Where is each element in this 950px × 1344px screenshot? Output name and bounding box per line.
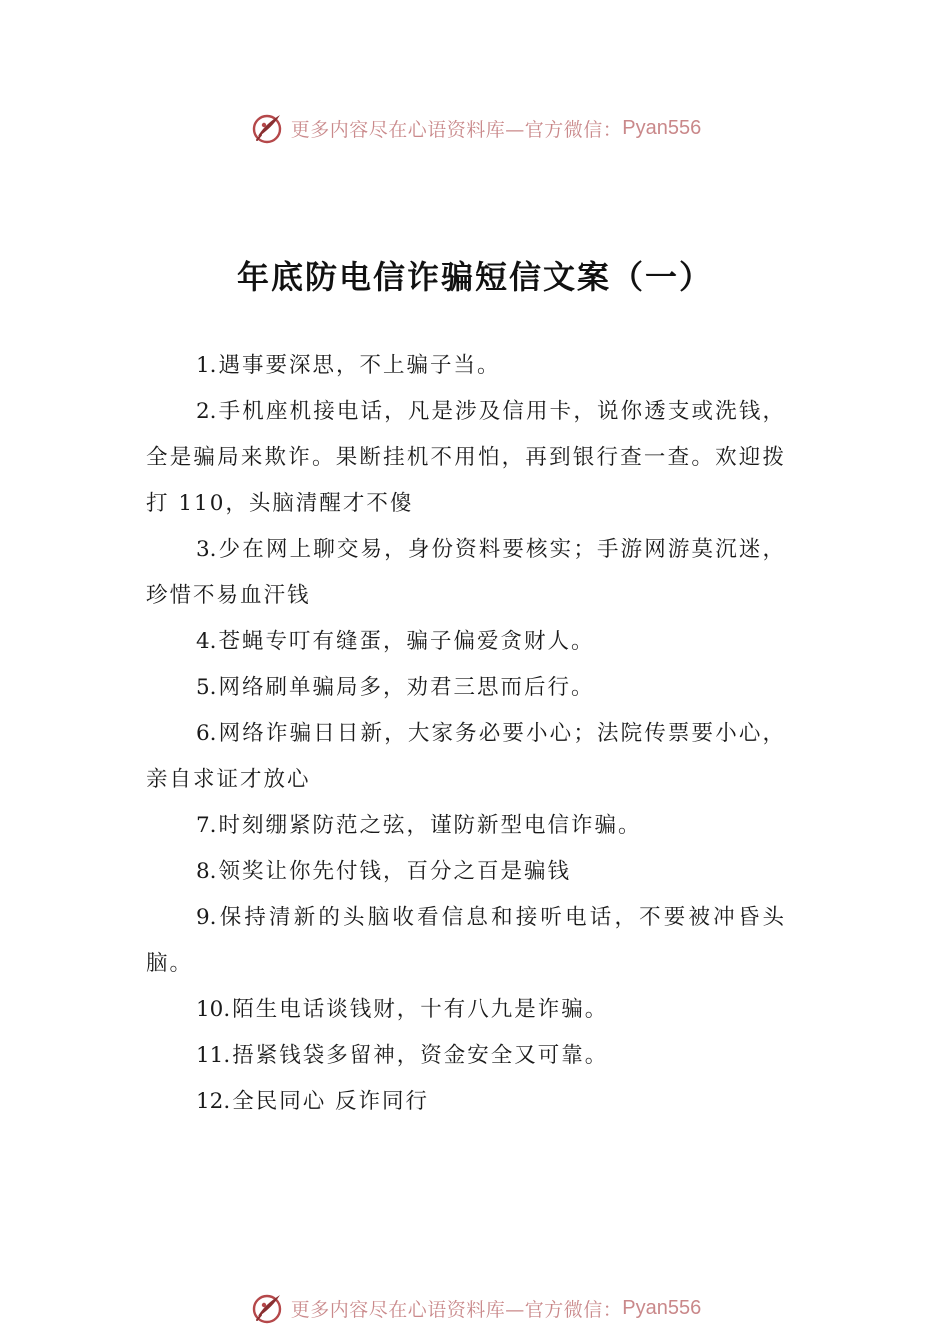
- list-item: [146, 849, 786, 895]
- item-text: 苍蝇专叮有缝蛋，骗子偏爱贪财人。: [218, 629, 595, 654]
- item-number: 11.: [196, 1043, 231, 1068]
- header-banner: [0, 108, 950, 148]
- item-number: 6.: [196, 721, 217, 746]
- list-item: [146, 665, 786, 711]
- item-text: 领奖让你先付钱，百分之百是骗钱: [218, 859, 572, 884]
- item-number: 7.: [196, 813, 217, 838]
- banner-text: 更多内容尽在心语资料库—官方微信：: [290, 1298, 623, 1321]
- item-number: 9.: [196, 905, 217, 930]
- document-body: [146, 343, 786, 1125]
- item-text: 少在网上聊交易，身份资料要核实；手游网游莫沉迷，珍惜不易血汗钱: [146, 537, 786, 608]
- item-number: 10.: [196, 997, 231, 1022]
- item-number: 12.: [196, 1089, 231, 1114]
- item-number: 3.: [196, 537, 217, 562]
- list-item: [146, 343, 786, 389]
- banner-text: 更多内容尽在心语资料库—官方微信：: [290, 118, 623, 141]
- item-text: 网络刷单骗局多，劝君三思而后行。: [218, 675, 595, 700]
- list-item: [146, 619, 786, 665]
- item-number: 1.: [196, 353, 217, 378]
- quill-logo-icon: [249, 110, 285, 146]
- wechat-id: Pyan556: [622, 116, 702, 139]
- list-item: [146, 527, 786, 619]
- item-number: 8.: [196, 859, 217, 884]
- quill-logo-icon: [249, 1290, 285, 1326]
- list-item: [146, 1079, 786, 1125]
- item-number: 5.: [196, 675, 217, 700]
- item-text: 捂紧钱袋多留神，资金安全又可靠。: [232, 1043, 609, 1068]
- item-number: 2.: [196, 399, 217, 424]
- footer-banner: [0, 1288, 950, 1328]
- item-text: 陌生电话谈钱财，十有八九是诈骗。: [232, 997, 609, 1022]
- item-text: 遇事要深思，不上骗子当。: [218, 353, 501, 378]
- wechat-id: Pyan556: [622, 1296, 702, 1319]
- list-item: [146, 803, 786, 849]
- list-item: [146, 987, 786, 1033]
- list-item: [146, 389, 786, 527]
- list-item: [146, 895, 786, 987]
- list-item: [146, 711, 786, 803]
- item-number: 4.: [196, 629, 217, 654]
- item-text: 全民同心 反诈同行: [232, 1089, 430, 1114]
- item-text: 保持清新的头脑收看信息和接听电话，不要被冲昏头脑。: [146, 905, 786, 976]
- item-text: 手机座机接电话，凡是涉及信用卡，说你透支或洗钱，全是骗局来欺诈。果断挂机不用怕，再到银行查一查。欢迎拨打 110，头脑清醒才不傻: [146, 399, 786, 516]
- item-text: 网络诈骗日日新，大家务必要小心；法院传票要小心，亲自求证才放心: [146, 721, 786, 792]
- list-item: [146, 1033, 786, 1079]
- item-text: 时刻绷紧防范之弦，谨防新型电信诈骗。: [218, 813, 642, 838]
- page-title: 年底防电信诈骗短信文案（一）: [236, 258, 713, 296]
